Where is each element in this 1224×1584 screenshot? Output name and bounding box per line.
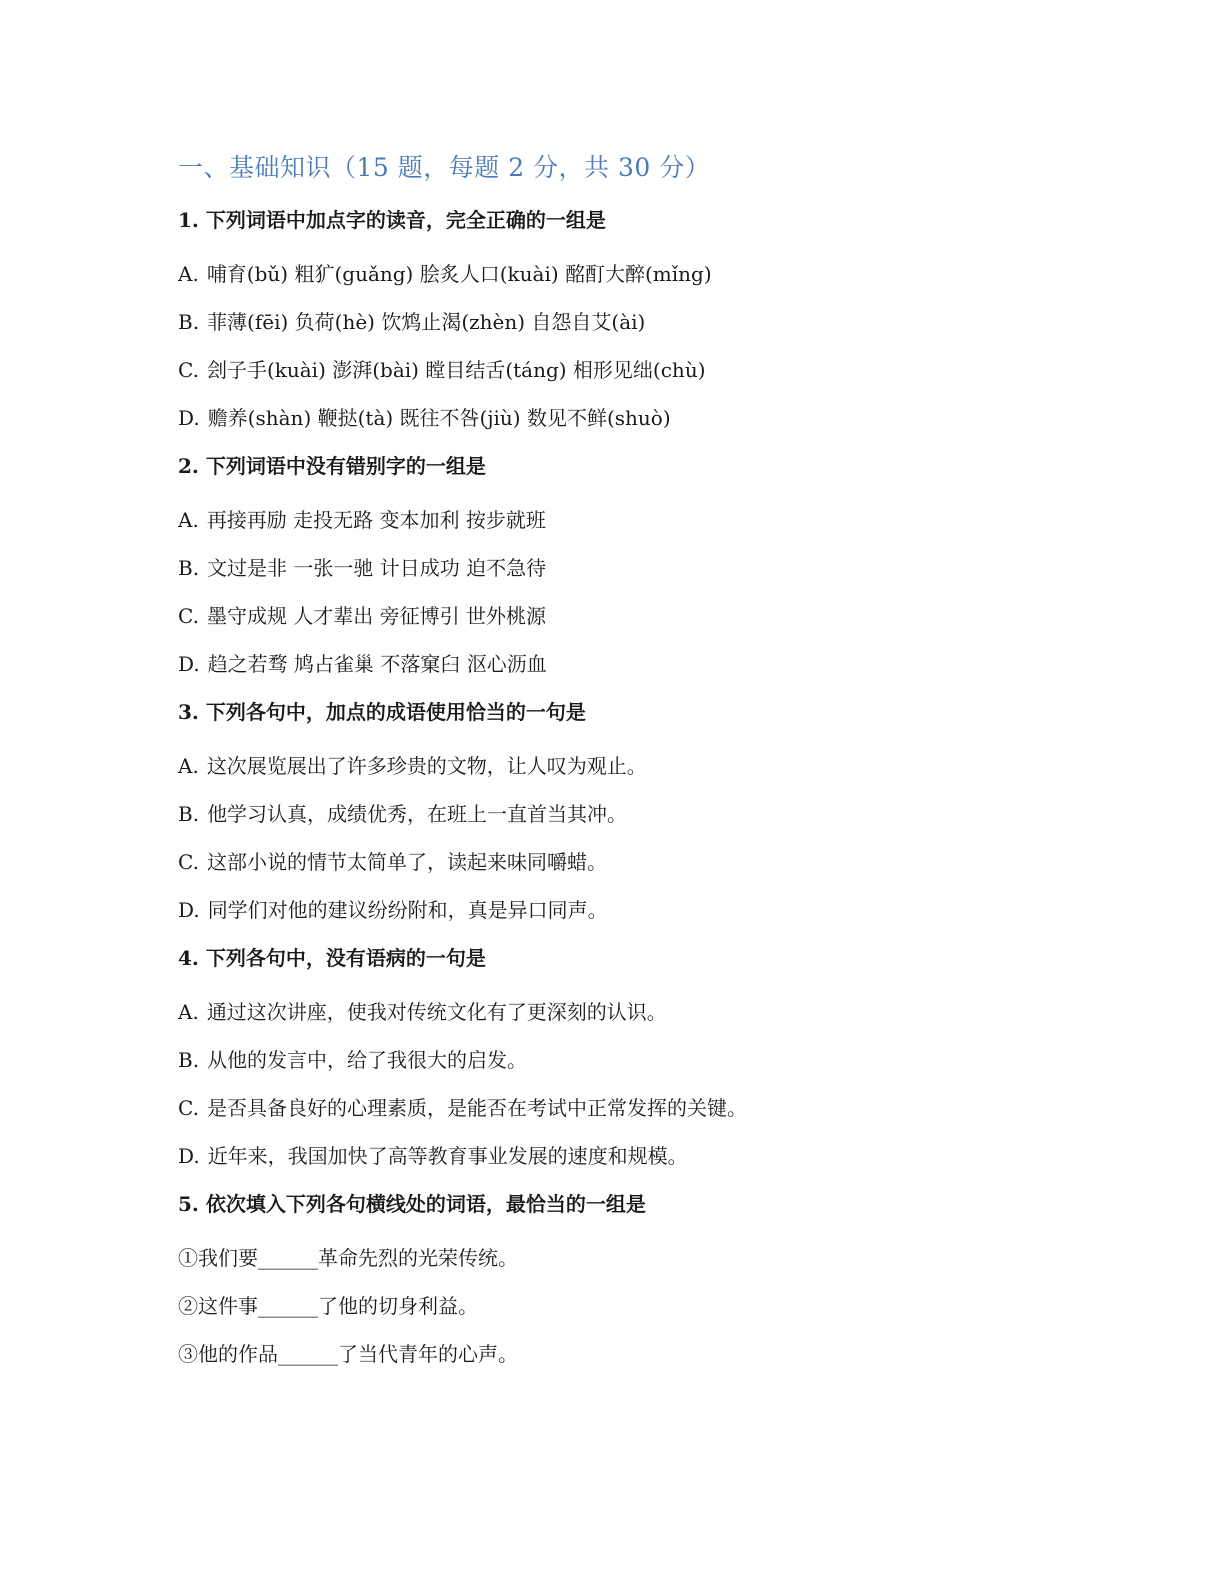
option-text: 文过是非 一张一驰 计日成功 迫不急待 [207, 556, 547, 580]
option-letter: C. [178, 850, 199, 874]
option-b [178, 554, 1058, 582]
option-d [178, 650, 1058, 678]
option-text: 近年来，我国加快了高等教育事业发展的速度和规模。 [207, 1144, 688, 1168]
question-1 [178, 206, 1058, 432]
question-stem: 2. 下列词语中没有错别字的一组是 [178, 454, 486, 478]
option-letter: A. [178, 508, 199, 532]
option-letter: C. [178, 1096, 199, 1120]
option-letter: B. [178, 556, 200, 580]
option-a [178, 506, 1058, 534]
option-text: 赡养(shàn) 鞭挞(tà) 既往不咎(jiù) 数见不鲜(shuò) [207, 406, 671, 430]
question-stem: 3. 下列各句中，加点的成语使用恰当的一句是 [178, 700, 586, 724]
question-4 [178, 944, 1058, 1170]
option-text: 菲薄(fēi) 负荷(hè) 饮鸩止渴(zhèn) 自怨自艾(ài) [207, 310, 646, 334]
option-a [178, 998, 1058, 1026]
option-text: 这部小说的情节太简单了，读起来味同嚼蜡。 [206, 850, 607, 874]
option-text: 哺育(bǔ) 粗犷(guǎng) 脍炙人口(kuài) 酩酊大醉(mǐng) [206, 262, 712, 286]
option-text: ③他的作品______了当代青年的心声。 [178, 1342, 518, 1366]
option-letter: D. [178, 406, 200, 430]
option-c [178, 1094, 1058, 1122]
question-3 [178, 698, 1058, 924]
question-2 [178, 452, 1058, 678]
question-stem: 4. 下列各句中，没有语病的一句是 [178, 946, 486, 970]
option-b [178, 308, 1058, 336]
option-text: 再接再励 走投无路 变本加利 按步就班 [206, 508, 546, 532]
option-letter: A. [178, 262, 199, 286]
option-a [178, 260, 1058, 288]
option-letter: C. [178, 358, 199, 382]
option-letter: D. [178, 898, 200, 922]
section-title: 一、基础知识（15 题，每题 2 分，共 30 分） [178, 153, 711, 182]
option-d [178, 404, 1058, 432]
option-b [178, 1046, 1058, 1074]
option-d [178, 896, 1058, 924]
option-c [178, 602, 1058, 630]
option-text: 是否具备良好的心理素质，是能否在考试中正常发挥的关键。 [206, 1096, 747, 1120]
option-text: 刽子手(kuài) 澎湃(bài) 瞠目结舌(táng) 相形见绌(chù) [206, 358, 706, 382]
fill-blank-sentence-3 [178, 1340, 1058, 1368]
option-letter: D. [178, 1144, 200, 1168]
option-letter: A. [178, 754, 199, 778]
option-text: ①我们要______革命先烈的光荣传统。 [178, 1246, 518, 1270]
option-a [178, 752, 1058, 780]
option-text: 通过这次讲座，使我对传统文化有了更深刻的认识。 [206, 1000, 667, 1024]
option-text: 同学们对他的建议纷纷附和，真是异口同声。 [207, 898, 608, 922]
document-page [178, 150, 1058, 1388]
question-stem: 5. 依次填入下列各句横线处的词语，最恰当的一组是 [178, 1192, 646, 1216]
option-text: 趋之若骛 鸠占雀巢 不落窠臼 沤心沥血 [207, 652, 547, 676]
option-letter: A. [178, 1000, 199, 1024]
option-text: 从他的发言中，给了我很大的启发。 [207, 1048, 528, 1072]
question-5 [178, 1190, 1058, 1368]
fill-blank-sentence-1 [178, 1244, 1058, 1272]
option-b [178, 800, 1058, 828]
option-letter: C. [178, 604, 199, 628]
option-letter: B. [178, 310, 200, 334]
option-text: ②这件事______了他的切身利益。 [178, 1294, 478, 1318]
fill-blank-sentence-2 [178, 1292, 1058, 1320]
option-letter: B. [178, 1048, 200, 1072]
option-letter: D. [178, 652, 200, 676]
question-stem: 1. 下列词语中加点字的读音，完全正确的一组是 [178, 208, 606, 232]
option-c [178, 356, 1058, 384]
option-text: 墨守成规 人才辈出 旁征博引 世外桃源 [206, 604, 547, 628]
option-text: 这次展览展出了许多珍贵的文物，让人叹为观止。 [206, 754, 647, 778]
option-letter: B. [178, 802, 200, 826]
option-d [178, 1142, 1058, 1170]
option-text: 他学习认真，成绩优秀，在班上一直首当其冲。 [207, 802, 628, 826]
option-c [178, 848, 1058, 876]
